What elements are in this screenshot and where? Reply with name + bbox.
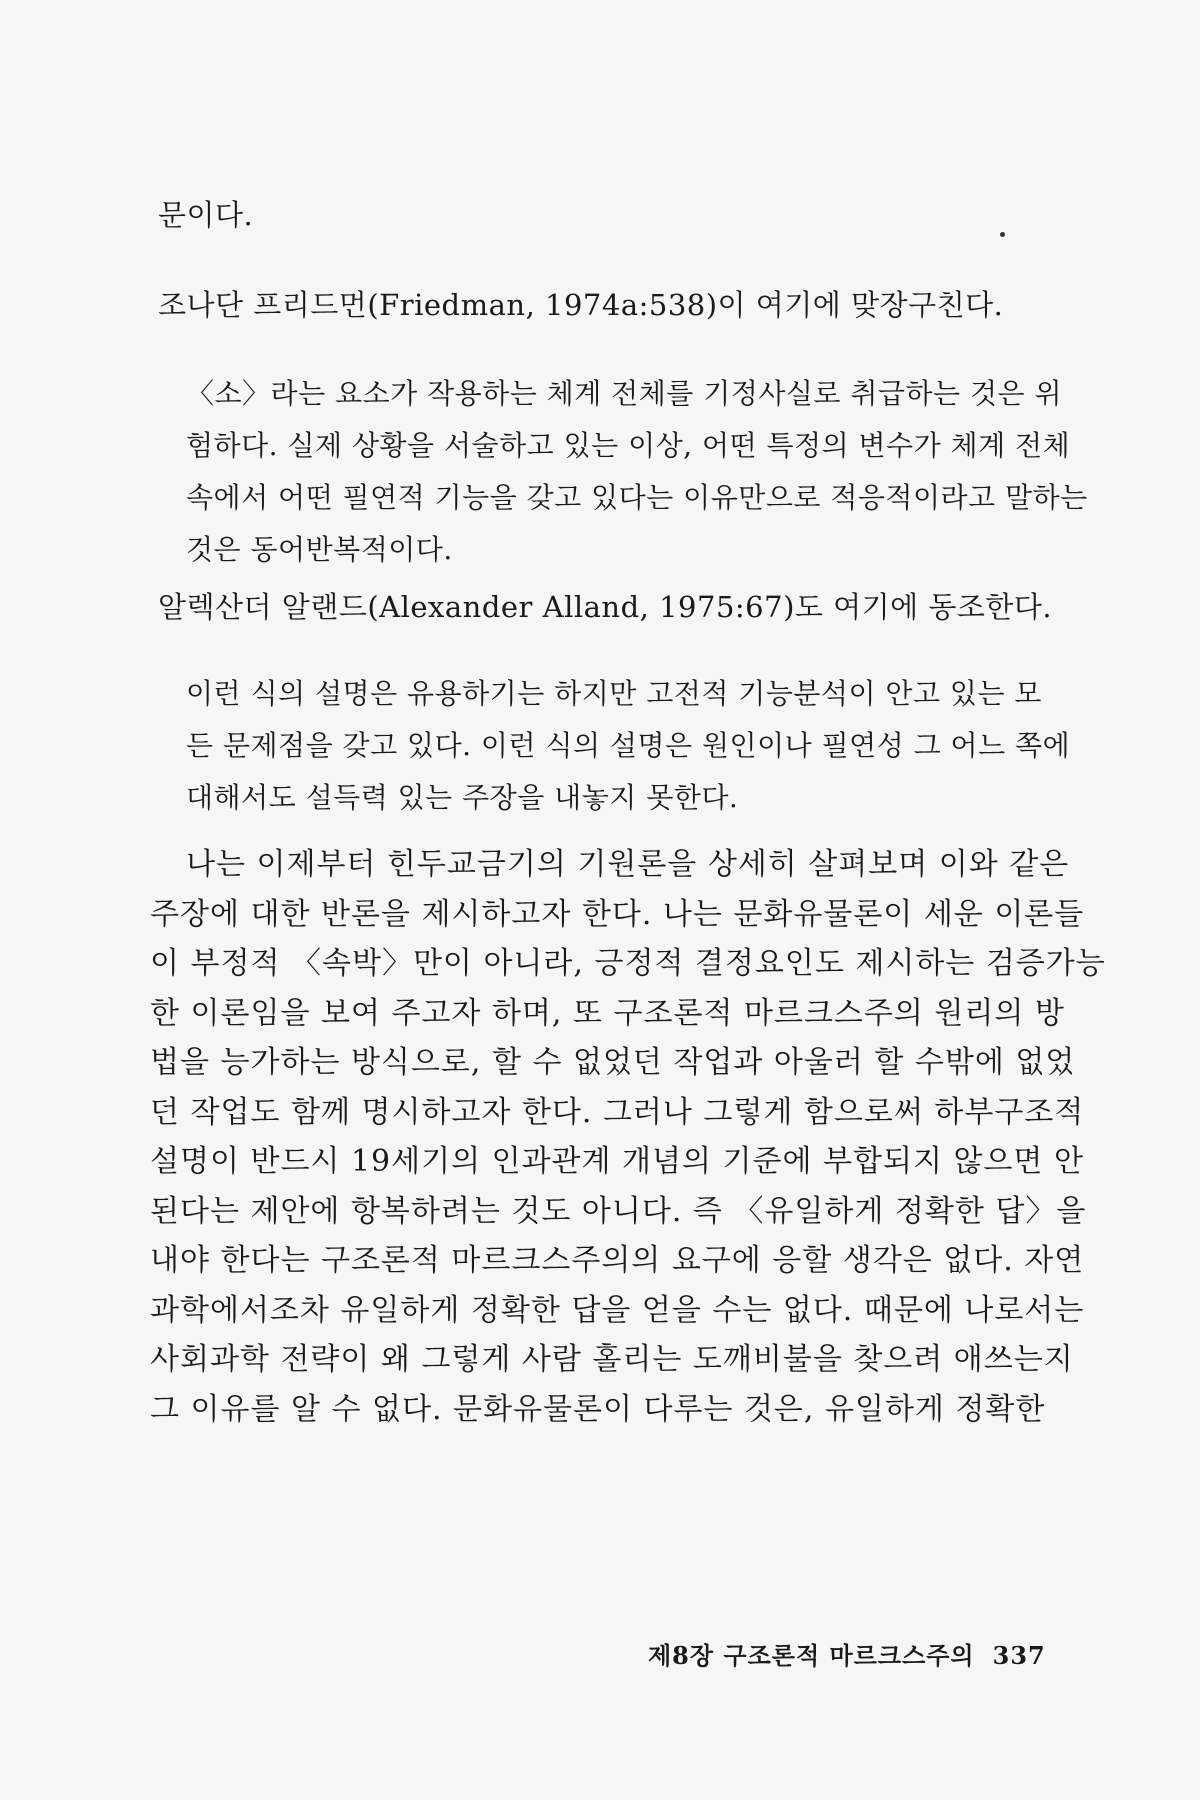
intro-friedman: 조나단 프리드먼(Friedman, 1974a:538)이 여기에 맞장구친다. [158,288,1004,322]
paragraph-line: 내야 한다는 구조론적 마르크스주의의 요구에 응할 생각은 없다. 자연 [150,1243,1085,1278]
block-quote-friedman [186,368,1088,576]
paragraph-line: 그 이유를 알 수 없다. 문화유물론이 다루는 것은, 유일하게 정확한 [150,1391,1046,1427]
body-paragraph [150,840,1106,1434]
paragraph-line: 법을 능가하는 방식으로, 할 수 없었던 작업과 아울러 할 수밖에 없었 [150,1045,1076,1080]
block-quote-alland [186,668,1071,824]
intro-alland: 알렉산더 알랜드(Alexander Alland, 1975:67)도 여기에 동조한다. [158,590,1053,624]
quote-line: 이런 식의 설명은 유용하기는 하지만 고전적 기능분석이 안고 있는 모 [186,677,1042,710]
paragraph-line: 한 이론임을 보여 주고자 하며, 또 구조론적 마르크스주의 원리의 방 [150,995,1065,1031]
paragraph-line: 설명이 반드시 19세기의 인과관계 개념의 기준에 부합되지 않으면 안 [150,1144,1084,1179]
paragraph-line: 사회과학 전략이 왜 그렇게 사람 홀리는 도깨비불을 찾으려 애쓰는지 [150,1342,1074,1377]
quote-line: 것은 동어반복적이다. [186,533,453,566]
quote-line: 험하다. 실제 상황을 서술하고 있는 이상, 어떤 특정의 변수가 체계 전체 [186,429,1071,462]
quote-line: 〈소〉라는 요소가 작용하는 체계 전체를 기정사실로 취급하는 것은 위 [186,377,1063,410]
quote-line: 속에서 어떤 필연적 기능을 갖고 있다는 이유만으로 적응적이라고 말하는 [186,481,1088,514]
quote-line: 대해서도 설득력 있는 주장을 내놓지 못한다. [186,781,739,814]
paragraph-line: 이 부정적 〈속박〉만이 아니라, 긍정적 결정요인도 제시하는 검증가능 [150,946,1106,981]
paragraph-line: 된다는 제안에 항복하려는 것도 아니다. 즉 〈유일하게 정확한 답〉을 [150,1193,1087,1229]
chapter-title: 제8장 구조론적 마르크스주의 [648,1641,975,1670]
paragraph-line: 나는 이제부터 힌두교금기의 기원론을 상세히 살펴보며 이와 같은 [186,847,1070,882]
quote-line: 든 문제점을 갖고 있다. 이런 식의 설명은 원인이나 필연성 그 어느 쪽에 [186,729,1071,762]
paragraph-line: 던 작업도 함께 명시하고자 한다. 그러나 그렇게 함으로써 하부구조적 [150,1094,1085,1130]
running-footer [648,1636,1046,1671]
opening-line: 문이다. [158,198,254,232]
paragraph-line: 주장에 대한 반론을 제시하고자 한다. 나는 문화유물론이 세운 이론들 [150,896,1085,932]
page-number: 337 [992,1641,1046,1670]
paragraph-line: 과학에서조차 유일하게 정확한 답을 얻을 수는 없다. 때문에 나로서는 [150,1292,1085,1328]
